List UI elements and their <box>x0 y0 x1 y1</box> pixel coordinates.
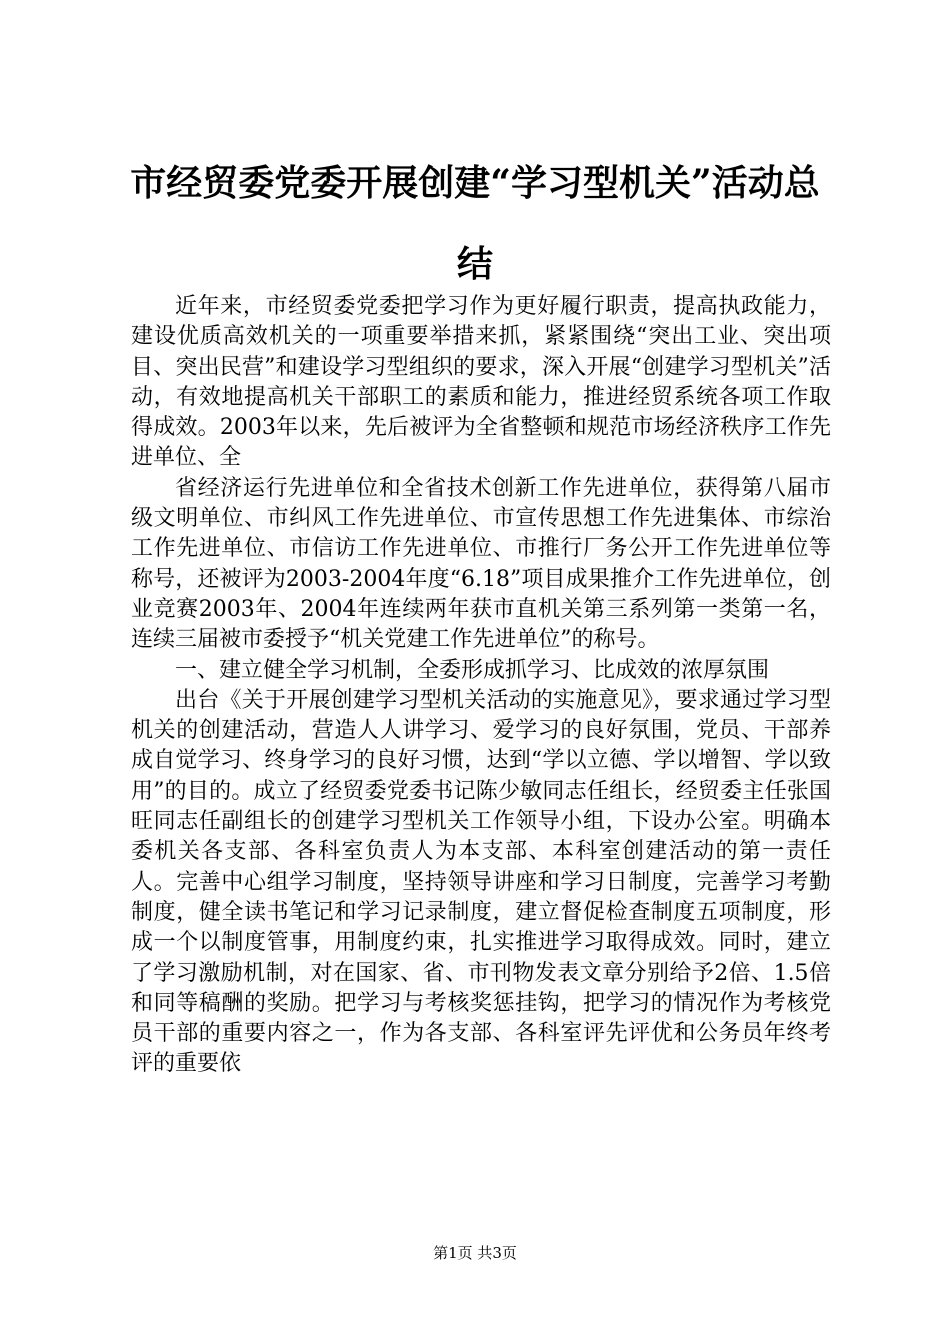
paragraph-mechanism: 出台《关于开展创建学习型机关活动的实施意见》，要求通过学习型机关的创建活动，营造人人讲学习、爱学习的良好氛围，党员、干部养成自觉学习、终身学习的良好习惯，达到“学以立德、学以增智、学以致用”的目的。成立了经贸委党委书记陈少敏同志任组长，经贸委主任张国旺同志任副组长的创建学习型机关工作领导小组，下设办公室。明确本委机关各支部、各科室负责人为本支部、本科室创建活动的第一责任人。完善中心组学习制度，坚持领导讲座和学习日制度，完善学习考勤制度，健全读书笔记和学习记录制度，建立督促检查制度五项制度，形成一个以制度管事，用制度约束，扎实推进学习取得成效。同时，建立了学习激励机制，对在国家、省、市刊物发表文章分别给予2倍、1.5倍和同等稿酬的奖励。把学习与考核奖惩挂钩，把学习的情况作为考核党员干部的重要内容之一，作为各支部、各科室评先评优和公务员年终考评的重要依 <box>131 687 831 1077</box>
paragraph-honors: 省经济运行先进单位和全省技术创新工作先进单位，获得第八届市级文明单位、市纠风工作先进单位、市宣传思想工作先进集体、市综治工作先进单位、市信访工作先进单位、市推行厂务公开工作先进单位等称号，还被评为2003-2004年度“6.18”项目成果推介工作先进单位，创业竞赛2003年、2004年连续两年获市直机关第三系列第一类第一名，连续三届被市委授予“机关党建工作先进单位”的称号。 <box>131 475 831 653</box>
document-title-line-2: 结 <box>456 243 493 285</box>
paragraph-intro: 近年来，市经贸委党委把学习作为更好履行职责，提高执政能力，建设优质高效机关的一项重要举措来抓，紧紧围绕“突出工业、突出项目、突出民营”和建设学习型组织的要求，深入开展“创建学习型机关”活动，有效地提高机关干部职工的素质和能力，推进经贸系统各项工作取得成效。2003年以来，先后被评为全省整顿和规范市场经济秩序工作先进单位、全 <box>131 294 831 471</box>
document-title-line-1: 市经贸委党委开展创建“学习型机关”活动总 <box>130 162 820 204</box>
page-number-footer: 第1页 共3页 <box>433 1244 517 1262</box>
document-body <box>131 292 831 1080</box>
section-heading-1: 一、建立健全学习机制，全委形成抓学习、比成效的浓厚氛围 <box>175 657 770 683</box>
